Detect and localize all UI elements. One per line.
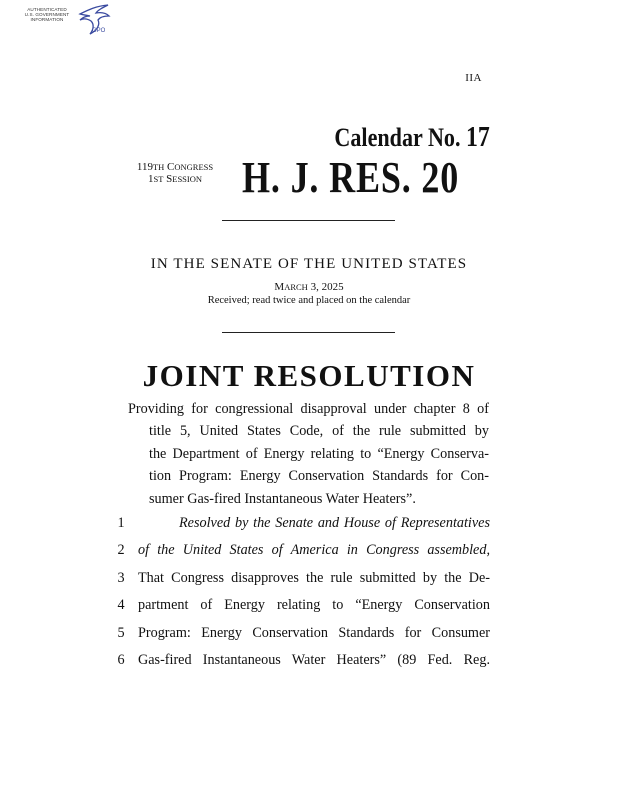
purpose-paragraph (128, 398, 489, 510)
line-text: of the United States of America in Congress assembled, (138, 542, 490, 559)
line-number: 2 (117, 542, 125, 559)
logo-line-1: AUTHENTICATED (27, 7, 67, 12)
bill-version-code: IIA (465, 72, 482, 84)
divider-top (222, 220, 395, 221)
purpose-line: title 5, United States Code, of the rule submitted by (149, 423, 489, 440)
gpo-authentication-logo (8, 2, 120, 42)
numbered-line (116, 565, 490, 592)
document-title: JOINT RESOLUTION (142, 358, 476, 393)
logo-line-3: INFORMATION (30, 17, 64, 22)
line-text: partment of Energy relating to “Energy Conservation (138, 597, 490, 614)
numbered-line (116, 620, 490, 647)
numbered-line (116, 647, 490, 674)
line-number: 4 (117, 597, 125, 614)
session-label: 1ST SESSION (147, 173, 203, 185)
purpose-line: tion Program: Energy Conservation Standards for Con- (149, 468, 489, 485)
line-number: 6 (117, 651, 125, 668)
chamber-heading: IN THE SENATE OF THE UNITED STATES (150, 256, 468, 272)
line-text: Program: Energy Conservation Standards for Consumer (138, 624, 490, 641)
calendar-number (335, 122, 490, 154)
action-text: Received; read twice and placed on the calendar (207, 295, 411, 306)
line-text: Gas-fired Instantaneous Water Heaters” (89 Fed. Reg. (138, 651, 490, 668)
action-date: MARCH 3, 2025 (274, 281, 344, 293)
purpose-line: Providing for congressional disapproval under chapter 8 of (128, 401, 489, 417)
line-text: That Congress disapproves the rule submitted by the De- (138, 569, 490, 586)
congress-session (118, 161, 232, 185)
logo-line-2: U.S. GOVERNMENT (24, 12, 70, 17)
numbered-line (116, 592, 490, 619)
bill-number: H. J. RES. 20 (242, 153, 460, 202)
purpose-line: sumer Gas-fired Instantaneous Water Heaters”. (149, 490, 416, 507)
calendar-number-value: 17 (466, 122, 490, 153)
line-number: 3 (117, 569, 125, 586)
calendar-label: Calendar No. (334, 123, 461, 152)
numbered-line (116, 510, 490, 537)
divider-bottom (222, 332, 395, 333)
numbered-line (116, 537, 490, 564)
resolution-body (116, 510, 490, 674)
line-text: Resolved by the Senate and House of Representatives (179, 515, 490, 531)
line-number: 1 (117, 515, 125, 531)
line-number: 5 (117, 624, 125, 641)
congress-label: 119TH CONGRESS (136, 161, 214, 173)
purpose-line: the Department of Energy relating to “Energy Conserva- (149, 445, 489, 462)
logo-gpo-mark: GPO (92, 28, 106, 34)
